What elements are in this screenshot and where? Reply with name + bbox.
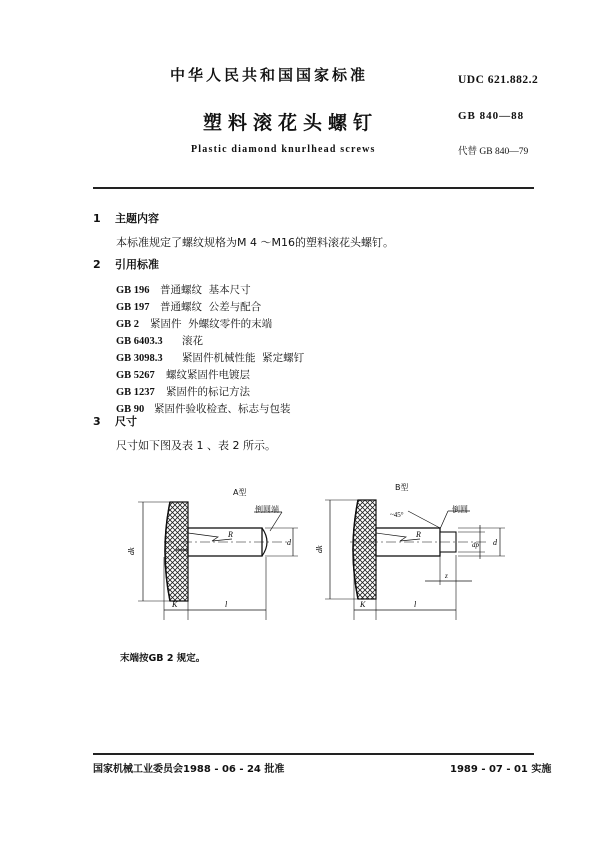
section-number: 2 — [93, 258, 101, 271]
section-title: 主题内容 — [115, 212, 159, 225]
section-3-heading — [93, 413, 137, 429]
svg-text:d: d — [493, 538, 497, 547]
figure-b-label: B型 — [395, 483, 409, 492]
reference-item: GB 5267 螺纹紧固件电镀层 — [116, 369, 250, 381]
svg-text:K: K — [360, 600, 366, 609]
section-number: 1 — [93, 212, 101, 225]
reference-item: GB 197 普通螺纹 公差与配合 — [116, 301, 262, 313]
svg-text:dk: dk — [127, 547, 136, 555]
section-3-text: 尺寸如下图及表 1 、表 2 所示。 — [116, 439, 276, 452]
figure-a-label: A型 — [233, 488, 247, 497]
reference-item: GB 1237 紧固件的标记方法 — [116, 386, 250, 398]
section-title: 尺寸 — [115, 415, 137, 428]
svg-text:d: d — [287, 538, 291, 547]
figure-b-end-label: 倒圆 — [452, 505, 468, 514]
header-rule — [93, 187, 534, 189]
svg-text:K: K — [172, 600, 178, 609]
footer-rule — [93, 753, 534, 755]
replaces-standard: 代替 GB 840—79 — [458, 147, 529, 157]
screw-type-a-drawing — [120, 495, 310, 620]
section-1-heading — [93, 210, 159, 226]
screw-type-b-drawing — [310, 495, 510, 620]
svg-text:dk: dk — [315, 545, 324, 553]
svg-text:l: l — [225, 600, 228, 609]
svg-text:l: l — [414, 600, 417, 609]
implementation-date: 1989 - 07 - 01 实施 — [450, 764, 552, 775]
section-2-heading — [93, 256, 159, 272]
section-number: 3 — [93, 415, 101, 428]
reference-list — [116, 282, 304, 418]
gb-number: GB 840—88 — [458, 110, 525, 122]
section-title: 引用标准 — [115, 258, 159, 271]
reference-item: GB 6403.3 滚花 — [116, 335, 203, 347]
svg-text:dp: dp — [472, 541, 479, 549]
reference-item: GB 3098.3 紧固件机械性能 紧定螺钉 — [116, 352, 305, 364]
svg-text:R: R — [416, 530, 421, 539]
svg-text:z: z — [445, 572, 448, 580]
svg-text:R: R — [228, 530, 233, 539]
document-title-en: Plastic diamond knurlhead screws — [191, 144, 376, 155]
reference-item: GB 196 普通螺纹 基本尺寸 — [116, 284, 251, 296]
reference-item: GB 2 紧固件 外螺纹零件的末端 — [116, 318, 273, 330]
approval-date: 国家机械工业委员会1988 - 06 - 24 批准 — [93, 764, 285, 775]
figure-note: 末端按GB 2 规定。 — [120, 653, 206, 664]
section-1-text: 本标准规定了螺纹规格为M 4 ～M16的塑料滚花头螺钉。 — [116, 236, 394, 249]
document-title-cn: 塑料滚花头螺钉 — [203, 112, 379, 134]
figure-a-end-label: 倒圆端 — [255, 505, 279, 514]
udc-code: UDC 621.882.2 — [458, 74, 539, 86]
reference-item: GB 90 紧固件验收检查、标志与包装 — [116, 403, 291, 415]
standard-org: 中华人民共和国国家标准 — [170, 66, 369, 84]
angle-label: ~45° — [390, 511, 404, 519]
